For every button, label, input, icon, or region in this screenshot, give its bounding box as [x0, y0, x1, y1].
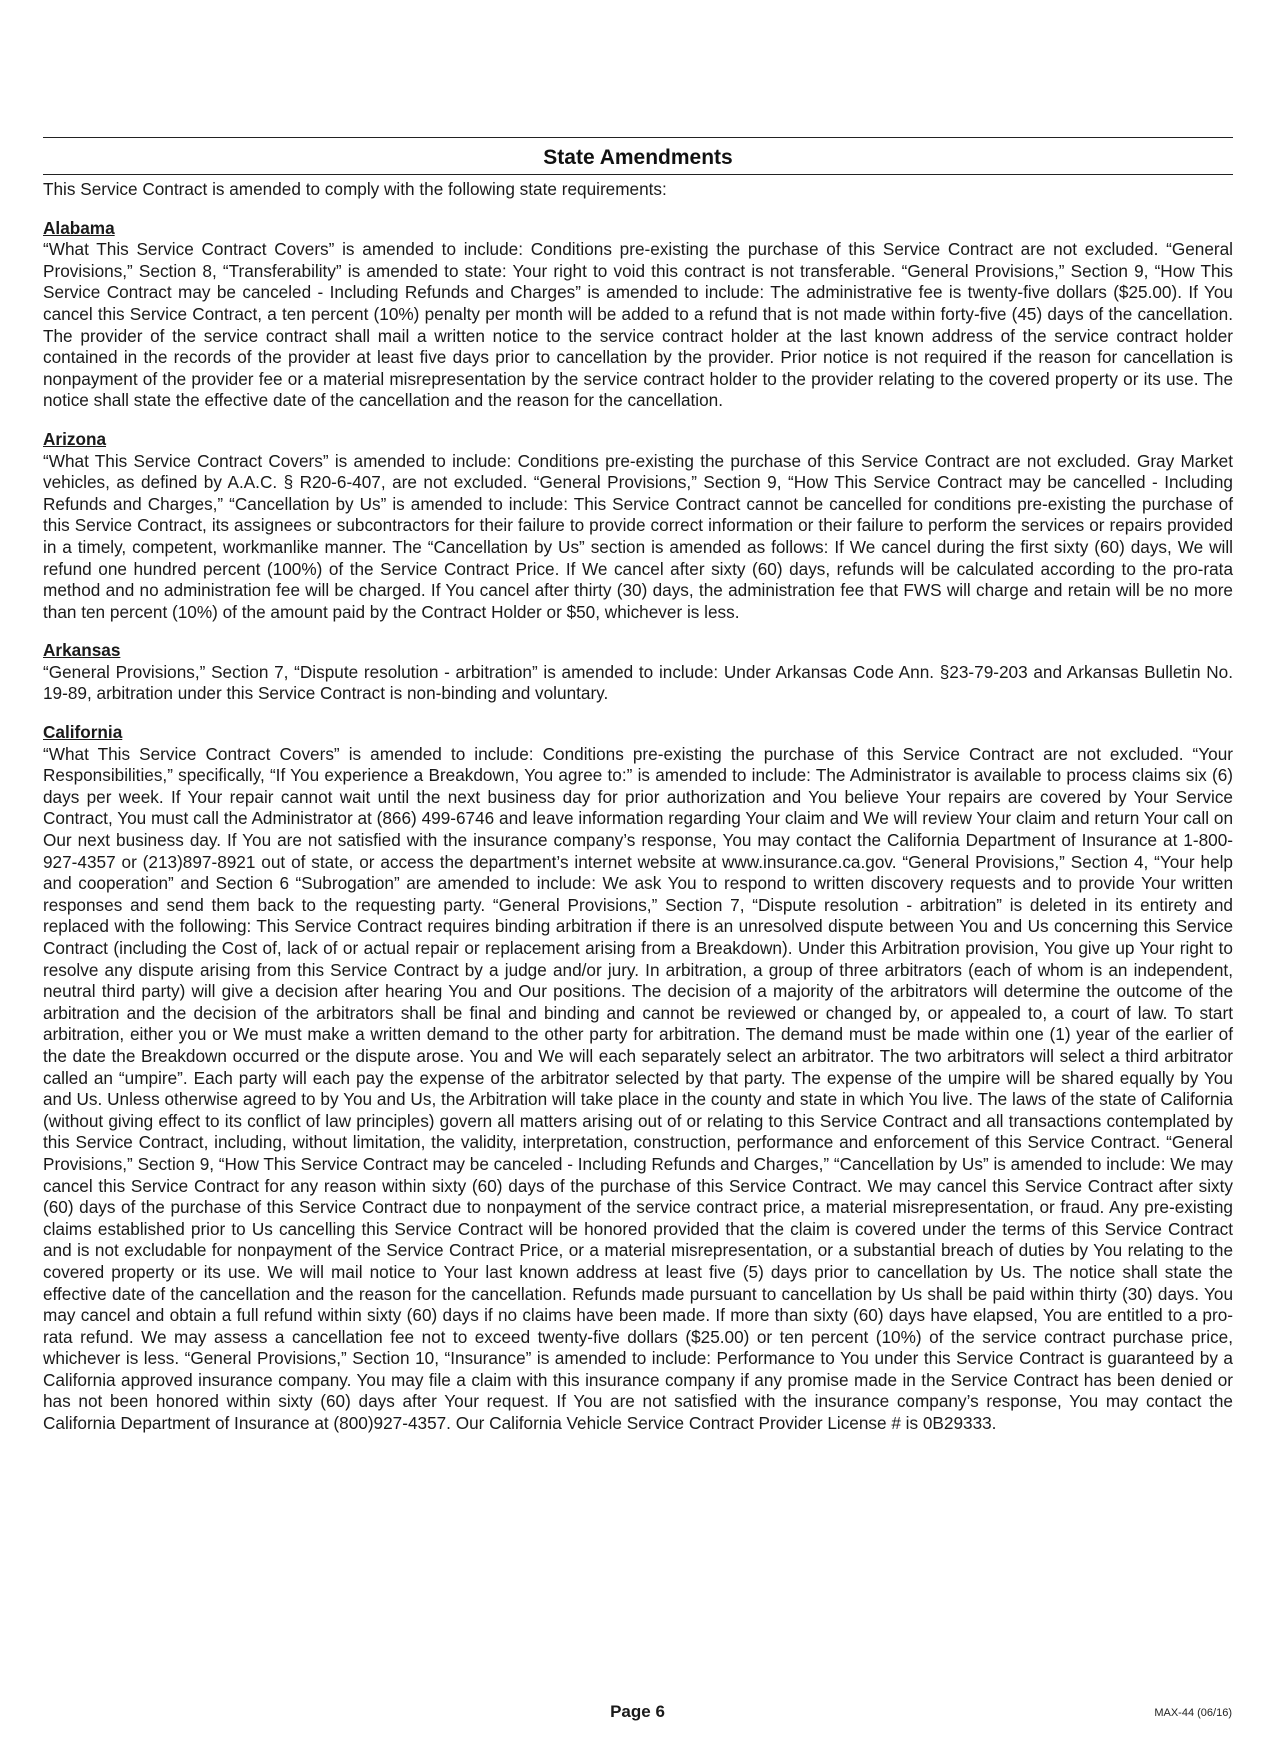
- title-rule: [43, 174, 1233, 175]
- page-number: Page 6: [610, 1702, 665, 1721]
- state-heading: Alabama: [43, 217, 115, 238]
- section-alabama: [43, 218, 1233, 412]
- section-arkansas: [43, 640, 1233, 705]
- form-code: MAX-44 (06/16): [1154, 1707, 1232, 1719]
- state-paragraph: “What This Service Contract Covers” is amended to include: Conditions pre-existing the purchase of this Service Contract are not excluded. “Your Responsibilities,” specifically, “If You experience a Breakdown, You agree to:” is amended to include: The Administrator is available to process claims six (6) days per week. If Your repair cannot wait until the next business day for prior authorization and You believe Your repairs are covered by Your Service Contract, You must call the Administrator at (866) 499-6746 and leave information regarding Your claim and We will review Your claim and return Your call on Our next business day. If You are not satisfied with the insurance company’s response, You may contact the California Department of Insurance at 1-800-927-4357 or (213)897-8921 out of state, or access the department’s internet website at www.insurance.ca.gov. “General Provisions,” Section 4, “Your help and cooperation” and Section 6 “Subrogation” are amended to include: We ask You to respond to written discovery requests and to provide Your written responses and send them back to the requesting party. “General Provisions,” Section 7, “Dispute resolution - arbitration” is deleted in its entirety and replaced with the following: This Service Contract requires binding arbitration if there is an unresolved dispute between You and Us concerning this Service Contract (including the Cost of, lack of or actual repair or replacement arising from a Breakdown). Under this Arbitration provision, You give up Your right to resolve any dispute arising from this Service Contract by a judge and/or jury. In arbitration, a group of three arbitrators (each of whom is an independent, neutral third party) will give a decision after hearing You and Our positions. The decision of a majority of the arbitrators will determine the outcome of the arbitration and the decision of the arbitrators shall be final and binding and cannot be reviewed or changed by, or appealed to, a court of law. To start arbitration, either you or We must make a written demand to the other party for arbitration. The demand must be made within one (1) year of the earlier of the date the Breakdown occurred or the dispute arose. You and We will each separately select an arbitrator. The two arbitrators will select a third arbitrator called an “umpire”. Each party will each pay the expense of the arbitrator selected by that party. The expense of the umpire will be shared equally by You and Us. Unless otherwise agreed to by You and Us, the Arbitration will take place in the county and state in which You live. The laws of the state of California (without giving effect to its conflict of law principles) govern all matters arising out of or relating to this Service Contract and all transactions contemplated by this Service Contract, including, without limitation, the validity, interpretation, construction, performance and enforcement of this Service Contract. “General Provisions,” Section 9, “How This Service Contract may be canceled - Including Refunds and Charges,” “Cancellation by Us” is amended to include: We may cancel this Service Contract for any reason within sixty (60) days of the purchase of this Service Contract. We may cancel this Service Contract after sixty (60) days of the purchase of this Service Contract due to nonpayment of the service contract price, a material misrepresentation, or fraud. Any pre-existing claims established prior to Us cancelling this Service Contract will be honored provided that the claim is covered under the terms of this Service Contract and is not excludable for nonpayment of the Service Contract Price, or a material misrepresentation, or a substantial breach of duties by You relating to the covered property or its use. We will mail notice to Your last known address at least five (5) days prior to cancellation by Us. The notice shall state the effective date of the cancellation and the reason for the cancellation. Refunds made pursuant to cancellation by Us shall be paid within thirty (30) days. You may cancel and obtain a full refund within sixty (60) days if no claims have been made. If more than sixty (60) days have elapsed, You are entitled to a pro-rata refund. We may assess a cancellation fee not to exceed twenty-five dollars ($25.00) or ten percent (10%) of the service contract purchase price, whichever is less. “General Provisions,” Section 10, “Insurance” is amended to include: Performance to You under this Service Contract is guaranteed by a California approved insurance company. You may file a claim with this insurance company if any promise made in the Service Contract has been denied or has not been honored within sixty (60) days after Your request. If You are not satisfied with the insurance company’s response, You may contact the California Department of Insurance at (800)927-4357. Our California Vehicle Service Contract Provider License # is 0B29333.: [43, 743, 1233, 1434]
- state-paragraph: “What This Service Contract Covers” is amended to include: Conditions pre-existing the purchase of this Service Contract are not excluded. “General Provisions,” Section 8, “Transferability” is amended to state: Your right to void this contract is not transferable. “General Provisions,” Section 9, “How This Service Contract may be canceled - Including Refunds and Charges” is amended to include: The administrative fee is twenty-five dollars ($25.00). If You cancel this Service Contract, a ten percent (10%) penalty per month will be added to a refund that is not made within forty-five (45) days of the cancellation. The provider of the service contract shall mail a written notice to the service contract holder at the last known address of the service contract holder contained in the records of the provider at least five days prior to cancellation by the provider. Prior notice is not required if the reason for cancellation is nonpayment of the provider fee or a material misrepresentation by the service contract holder to the provider relating to the covered property or its use. The notice shall state the effective date of the cancellation and the reason for the cancellation.: [43, 239, 1233, 411]
- state-paragraph: “General Provisions,” Section 7, “Dispute resolution - arbitration” is amended to include: Under Arkansas Code Ann. §23-79-203 and Arkansas Bulletin No. 19-89, arbitration under this Service Contract is non-binding and voluntary.: [43, 661, 1233, 704]
- section-california: [43, 722, 1233, 1435]
- state-heading: Arizona: [43, 428, 107, 449]
- section-arizona: [43, 429, 1233, 623]
- state-paragraph: “What This Service Contract Covers” is amended to include: Conditions pre-existing the purchase of this Service Contract are not excluded. Gray Market vehicles, as defined by A.A.C. § R20-6-407, are not excluded. “General Provisions,” Section 9, “How This Service Contract may be cancelled - Including Refunds and Charges,” “Cancellation by Us” is amended to include: This Service Contract cannot be cancelled for conditions pre-existing the purchase of this Service Contract, its assignees or subcontractors for their failure to provide correct information or their failure to perform the services or repairs provided in a timely, competent, workmanlike manner. The “Cancellation by Us” section is amended as follows: If We cancel during the first sixty (60) days, We will refund one hundred percent (100%) of the Service Contract Price. If We cancel after sixty (60) days, refunds will be calculated according to the pro-rata method and no administration fee will be charged. If You cancel after thirty (30) days, the administration fee that FWS will charge and retain will be no more than ten percent (10%) of the amount paid by the Contract Holder or $50, whichever is less.: [43, 450, 1233, 622]
- state-heading: California: [43, 722, 123, 743]
- document-page: [43, 137, 1233, 1435]
- page-title: State Amendments: [543, 146, 733, 169]
- intro-text: This Service Contract is amended to comply with the following state requirements:: [43, 179, 667, 199]
- state-heading: Arkansas: [43, 640, 121, 661]
